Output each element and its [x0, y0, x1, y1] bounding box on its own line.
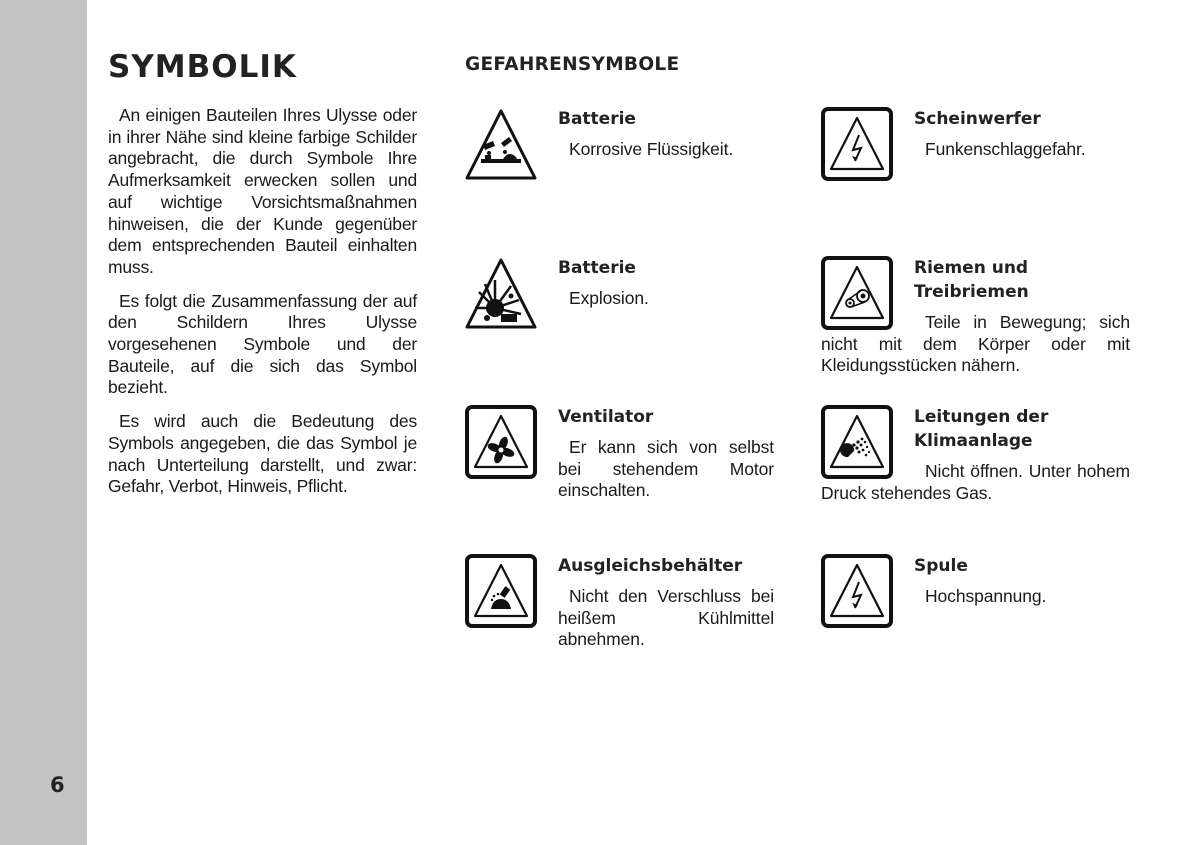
pressurized-gas-icon — [821, 405, 893, 479]
symbol-entry-fan — [465, 405, 774, 502]
symbol-entry-battery-explosion — [465, 256, 774, 333]
symbol-description: Nicht öffnen. Unter hohem Druck stehendes Gas. — [821, 461, 1130, 503]
symbol-description: Nicht den Verschluss bei heißem Kühlmittel abnehmen. — [558, 586, 774, 650]
symbol-description: Funkenschlaggefahr. — [925, 139, 1086, 159]
symbol-name: Riemen und Treibriemen — [914, 258, 1029, 302]
symbol-name: Batterie — [558, 109, 636, 129]
symbol-name: Batterie — [558, 258, 636, 278]
symbol-entry-expansion-tank — [465, 554, 774, 651]
symbol-entry-headlight — [821, 107, 1130, 184]
spark-hazard-icon — [821, 107, 893, 181]
moving-belt-icon — [821, 256, 893, 330]
intro-paragraph: Es wird auch die Bedeutung des Symbols angegeben, die das Symbol je nach Unterteilung darstellt, und zwar: Gefahr, Verbot, Hinweis, Pflicht. — [108, 411, 417, 497]
symbol-description: Explosion. — [569, 288, 649, 308]
symbol-name: Scheinwerfer — [914, 109, 1041, 129]
symbol-name: Ausgleichsbehälter — [558, 556, 743, 576]
intro-paragraph: Es folgt die Zusammenfassung der auf den Schildern Ihres Ulysse vorgesehenen Symbole und der Bauteile, auf die sich das Symbol bezieht. — [108, 290, 417, 398]
symbol-name: Leitungen der Klimaanlage — [914, 407, 1049, 451]
corrosive-liquid-icon — [465, 107, 537, 181]
symbol-description: Hochspannung. — [925, 586, 1047, 606]
page-title: SYMBOLIK — [108, 49, 297, 85]
symbol-name: Ventilator — [558, 407, 654, 427]
symbol-name: Spule — [914, 556, 968, 576]
hot-coolant-icon — [465, 554, 537, 628]
symbol-entry-ac-lines — [821, 405, 1130, 504]
symbol-entry-battery-corrosive — [465, 107, 774, 184]
symbol-description: Korrosive Flüssigkeit. — [569, 139, 734, 159]
symbol-description: Teile in Bewegung; sich nicht mit dem Körper oder mit Kleidungsstücken nähern. — [821, 312, 1130, 376]
explosion-icon — [465, 256, 537, 330]
intro-paragraph: An einigen Bauteilen Ihres Ulysse oder in ihrer Nähe sind kleine farbige Schilder angebracht, die durch Symbole Ihre Aufmerksamkeit erwecken sollen und auf wichtige Vorsichtsmaßnahmen hinweisen, die der Kunde gegenüber dem entsprechenden Bauteil einhalten muss. — [108, 105, 417, 277]
page-margin-bar — [0, 0, 87, 845]
page-number: 6 — [50, 773, 65, 797]
symbol-entry-coil — [821, 554, 1130, 631]
section-heading: GEFAHRENSYMBOLE — [465, 54, 680, 75]
symbol-entry-belts — [821, 256, 1130, 377]
high-voltage-icon — [821, 554, 893, 628]
fan-icon — [465, 405, 537, 479]
intro-text — [108, 105, 417, 510]
symbol-description: Er kann sich von selbst bei stehendem Motor einschalten. — [558, 437, 774, 501]
